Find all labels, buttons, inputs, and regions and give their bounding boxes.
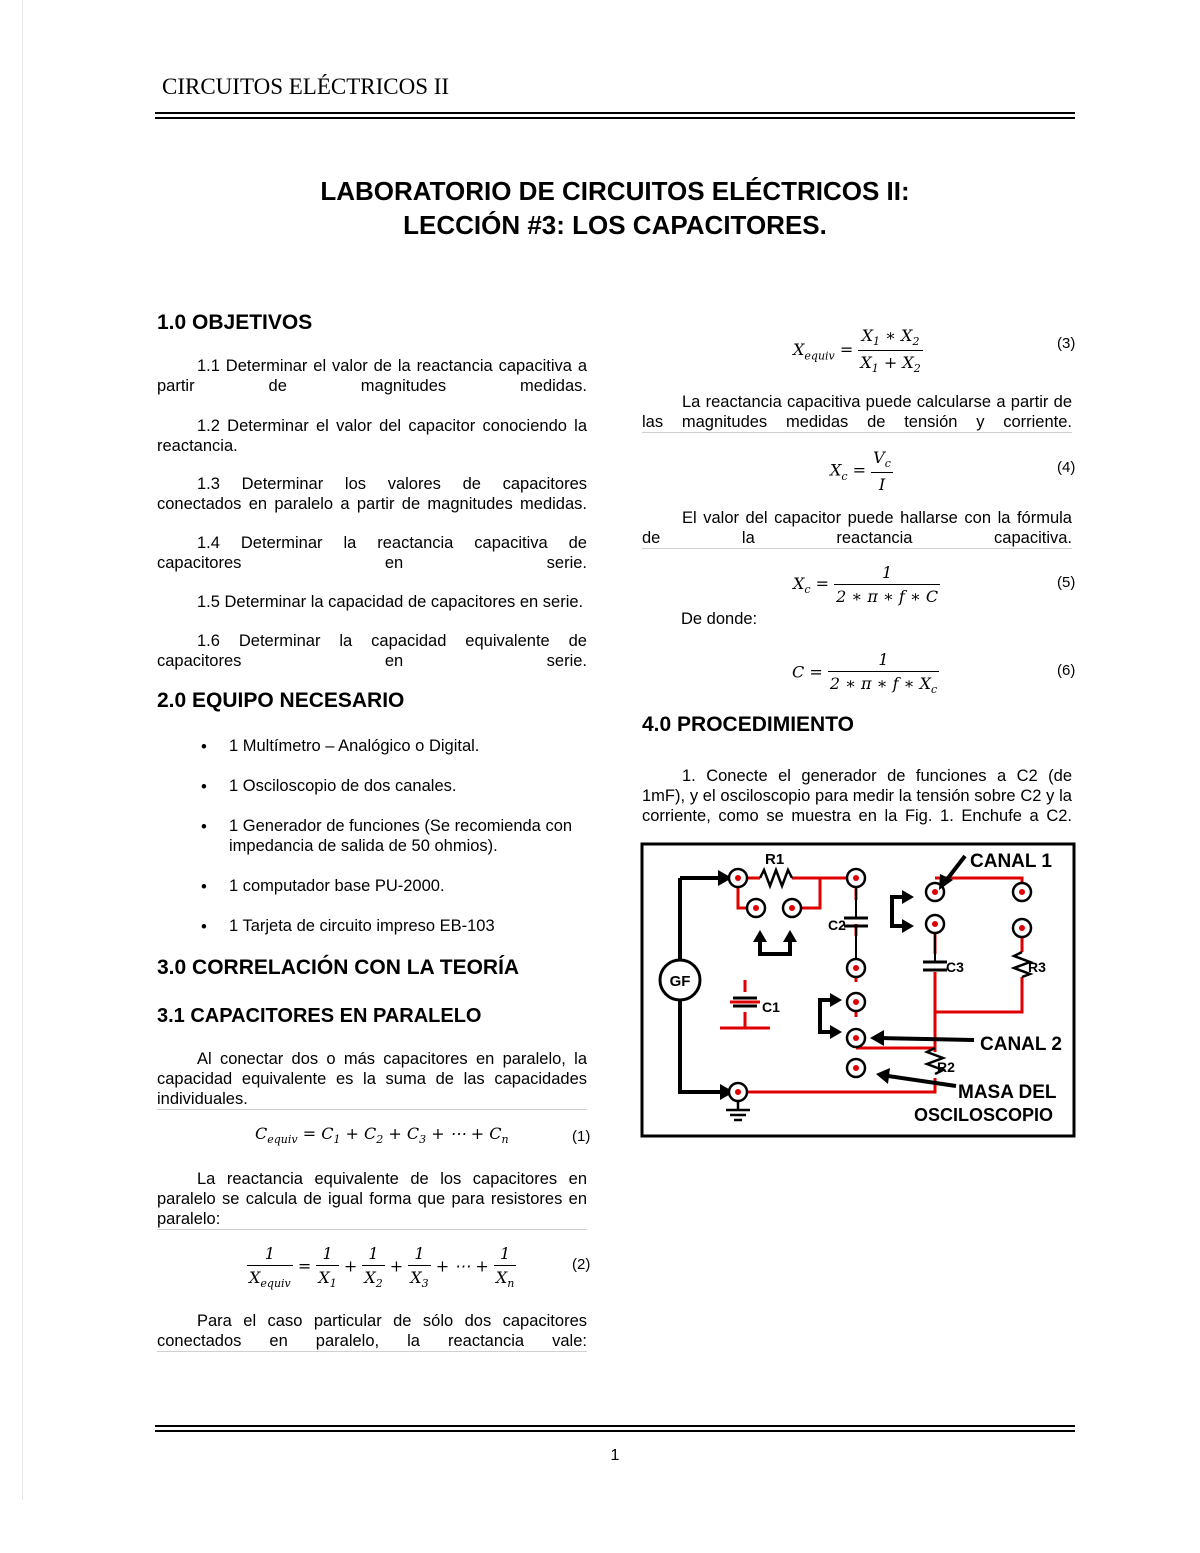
equation-4: $X_c$ = $\frac{V_c}{I}$ bbox=[830, 448, 891, 495]
objective-5: 1.5 Determinar la capacidad de capacitores en serie. bbox=[197, 593, 584, 611]
label-masa-line1: MASA DEL bbox=[958, 1082, 1057, 1103]
label-c1: C1 bbox=[762, 999, 780, 1015]
equation-number-5: (5) bbox=[1057, 574, 1076, 591]
section-heading-procedimiento: 4.0 PROCEDIMIENTO bbox=[642, 713, 854, 736]
objective-1: 1.1 Determinar el valor de la reactancia capacitiva a partir de magnitudes medidas. bbox=[157, 357, 587, 395]
equation-number-2: (2) bbox=[572, 1256, 591, 1273]
equipment-list bbox=[157, 736, 589, 936]
page-number: 1 bbox=[610, 1447, 620, 1464]
equation-number-6: (6) bbox=[1057, 662, 1076, 679]
document-title-line1: LABORATORIO DE CIRCUITOS ELÉCTRICOS II: bbox=[320, 176, 910, 206]
equation-3: $X_{equiv}$ = $\frac{X_1 ∗ X_2}{X_1 + X_2}$ bbox=[793, 326, 921, 376]
label-r1: R1 bbox=[765, 851, 785, 868]
section-heading-equipo: 2.0 EQUIPO NECESARIO bbox=[157, 689, 405, 712]
paragraph-parallel-capacity: Al conectar dos o más capacitores en paralelo, la capacidad equivalente es la suma de las capacidades individuales. bbox=[157, 1050, 587, 1108]
objective-4: 1.4 Determinar la reactancia capacitiva de capacitores en serie. bbox=[157, 534, 587, 572]
bullet-icon: • bbox=[201, 778, 207, 796]
equation-number-1: (1) bbox=[572, 1128, 591, 1145]
list-item: • 1 Osciloscopio de dos canales. bbox=[201, 777, 457, 796]
section-heading-correlacion: 3.0 CORRELACIÓN CON LA TEORÍA bbox=[157, 956, 520, 979]
paragraph-capacitor-value: El valor del capacitor puede hallarse con la fórmula de la reactancia capacitiva. bbox=[642, 509, 1072, 547]
label-canal1: CANAL 1 bbox=[970, 851, 1052, 872]
bullet-icon: • bbox=[201, 918, 207, 936]
section-heading-objetivos: 1.0 OBJETIVOS bbox=[157, 311, 313, 334]
document-title-line2: LECCIÓN #3: LOS CAPACITORES. bbox=[403, 210, 827, 240]
list-item: • 1 Tarjeta de circuito impreso EB-103 bbox=[201, 917, 495, 936]
paragraph-parallel-reactance: La reactancia equivalente de los capacitores en paralelo se calcula de igual forma que para resistores en paralelo: bbox=[157, 1170, 587, 1228]
paragraph-reactance-measured: La reactancia capacitiva puede calcularse a partir de las magnitudes medidas de tensión y corriente. bbox=[642, 393, 1072, 431]
subsection-heading-paralelo: 3.1 CAPACITORES EN PARALELO bbox=[157, 1005, 482, 1027]
equation-1: $C_{equiv} = C_1 + C_2 + C_3$ + ⋯ + $C_n$ bbox=[255, 1124, 509, 1147]
bullet-icon: • bbox=[201, 818, 207, 836]
objective-3: 1.3 Determinar los valores de capacitores conectados en paralelo a partir de magnitudes medidas. bbox=[157, 475, 587, 513]
bullet-icon: • bbox=[201, 738, 207, 756]
header-rule bbox=[155, 112, 1075, 119]
label-c3: C3 bbox=[946, 959, 964, 975]
equation-number-3: (3) bbox=[1057, 335, 1076, 352]
list-item: • 1 Generador de funciones (Se recomienda con impedancia de salida de 50 ohmios). bbox=[201, 817, 573, 855]
circuit-diagram bbox=[640, 842, 1076, 1138]
label-r3: R3 bbox=[1028, 959, 1046, 975]
equation-5: $X_c$ = $\frac{1}{2 ∗ \pi ∗ f ∗ C}$ bbox=[793, 563, 939, 606]
label-r2: R2 bbox=[937, 1059, 955, 1075]
label-gf: GF bbox=[669, 973, 691, 990]
label-c2: C2 bbox=[828, 917, 846, 933]
page-edge-line bbox=[22, 0, 23, 1500]
equation-2: $\frac{1}{X_{equiv}}$ = $\frac{1}{X_1}$ + $\frac{1}{X_2}$ + $\frac{1}{X_3}$ + ⋯ + $\frac{1}{X_n}$ bbox=[249, 1244, 515, 1291]
running-header: CIRCUITOS ELÉCTRICOS II bbox=[162, 74, 450, 99]
footer-rule bbox=[155, 1425, 1075, 1432]
objective-2: 1.2 Determinar el valor del capacitor conociendo la reactancia. bbox=[157, 417, 587, 455]
objective-6: 1.6 Determinar la capacidad equivalente de capacitores en serie. bbox=[157, 632, 587, 670]
equation-number-4: (4) bbox=[1057, 459, 1076, 476]
paragraph-two-capacitors: Para el caso particular de sólo dos capacitores conectados en paralelo, la reactancia vale: bbox=[157, 1312, 587, 1350]
list-item: • 1 computador base PU-2000. bbox=[201, 877, 445, 896]
equation-6: C = $\frac{1}{2 ∗ \pi ∗ f ∗ X_c}$ bbox=[792, 650, 938, 697]
label-canal2: CANAL 2 bbox=[980, 1034, 1062, 1055]
procedure-step-1: 1. Conecte el generador de funciones a C2 (de 1mF), y el osciloscopio para medir la tensión sobre C2 y la corriente, como se muestra en la Fig. 1. Enchufe a C2. bbox=[642, 767, 1072, 825]
text-de-donde: De donde: bbox=[681, 610, 758, 628]
label-masa-line2: OSCILOSCOPIO bbox=[914, 1105, 1054, 1125]
list-item: • 1 Multímetro – Analógico o Digital. bbox=[201, 737, 480, 756]
bullet-icon: • bbox=[201, 878, 207, 896]
